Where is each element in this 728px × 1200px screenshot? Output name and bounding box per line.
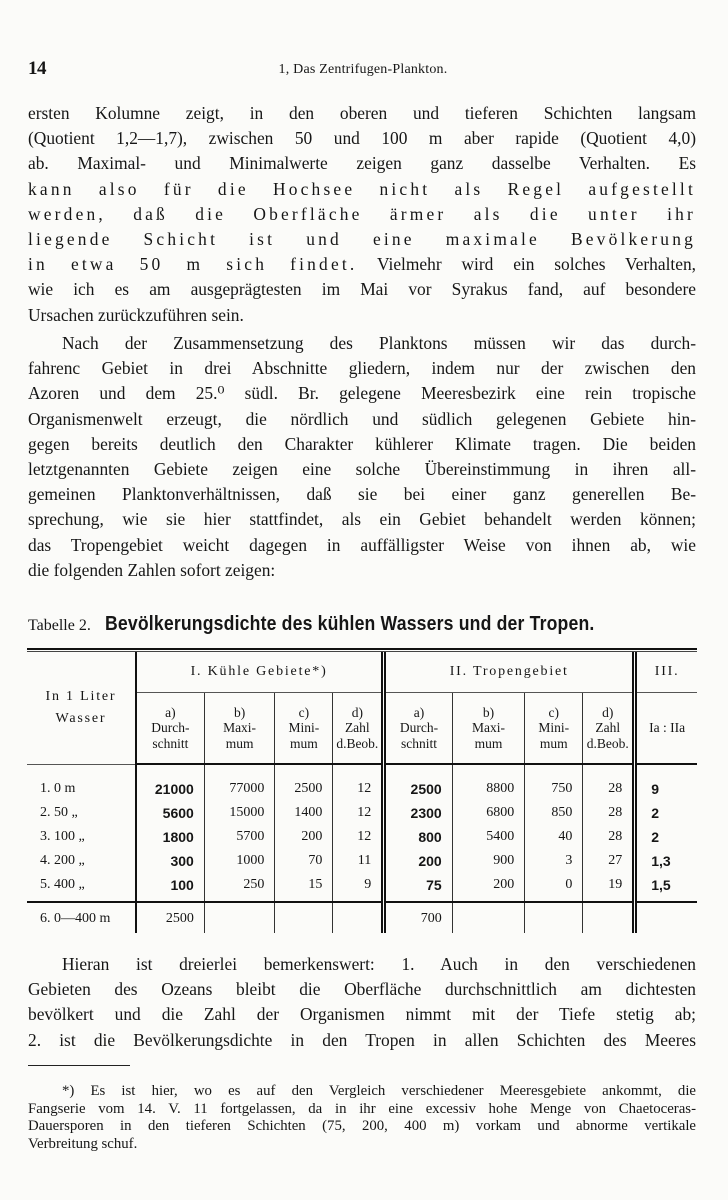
cool-maximum-cell: 15000 (204, 801, 275, 825)
depth-cell: 4. 200 „ (40, 853, 85, 868)
ratio-cell: 2 (635, 825, 697, 849)
total-tropics-minimum-cell (525, 902, 583, 933)
text-line: letztgenannten Gebiete zeigen eine solche Übereinstimmung in ihren all- (28, 459, 696, 480)
cool-maximum-cell: 5700 (204, 825, 275, 849)
tropics-average-cell: 2500 (384, 764, 452, 801)
cool-maximum-cell: 77000 (204, 764, 275, 801)
depth-cell: 3. 100 „ (40, 829, 85, 844)
running-head (28, 58, 698, 82)
tropics-maximum-cell: 200 (452, 873, 525, 902)
paragraph-1 (28, 101, 696, 328)
subheader-tropics-max: b) Maxi- mum (452, 693, 525, 765)
text-line: ersten Kolumne zeigt, in den oberen und tieferen Schichten langsam (28, 103, 696, 123)
footnote (28, 1083, 696, 1153)
total-tropics-maximum-cell (452, 902, 525, 933)
tropics-observations-cell: 28 (583, 825, 635, 849)
tropics-minimum-cell: 850 (525, 801, 583, 825)
subheader-cool-max: b) Maxi- mum (204, 693, 275, 765)
cool-observations-cell: 12 (333, 825, 384, 849)
emphasized-text: in etwa 50 m sich findet. (28, 254, 358, 275)
subheader-cool-min: c) Mini- mum (275, 693, 333, 765)
total-depth-cell: 6. 0—400 m (27, 902, 136, 933)
subheader-cool-avg: a) Durch- schnitt (136, 693, 204, 765)
cool-minimum-cell: 15 (275, 873, 333, 902)
text-line: die folgenden Zahlen sofort zeigen: (28, 559, 276, 580)
text-line: wie ich es am ausgeprägtesten im Mai vor Syrakus fand, auf besondere (28, 279, 696, 300)
footnote-separator (28, 1065, 130, 1066)
subheader-tropics-avg: a) Durch- schnitt (384, 693, 452, 765)
text-line: Hieran ist dreierlei bemerkenswert: 1. Auch in den verschiedenen (62, 954, 696, 974)
paragraph-2 (28, 331, 696, 583)
subheader-cool-count: d) Zahl d.Beob. (333, 693, 384, 765)
text-line (28, 252, 696, 277)
text-line: (Quotient 1,2—1,7), zwischen 50 und 100 m aber rapide (Quotient 4,0) (28, 128, 696, 149)
tropics-maximum-cell: 8800 (452, 764, 525, 801)
text-line: sprechung, wie sie hier stattfindet, als ein Gebiet behandelt werden können; (28, 509, 696, 530)
tropics-observations-cell: 28 (583, 764, 635, 801)
text-line: Ursachen zurückzuführen sein. (28, 304, 244, 325)
text-line: gemeinen Planktonverhältnissen, daß sie bei einer ganz generellen Be- (28, 484, 696, 505)
cool-minimum-cell: 200 (275, 825, 333, 849)
tropics-minimum-cell: 750 (525, 764, 583, 801)
text-line: Gebieten des Ozeans bleibt die Oberfläche durchschnittlich am dichtesten (28, 979, 696, 1000)
cool-observations-cell: 9 (333, 873, 384, 902)
text-line: 2. ist die Bevölkerungsdichte in den Tropen in allen Schichten des Meeres (28, 1029, 696, 1050)
table-body (27, 764, 697, 933)
ratio-cell: 1,5 (635, 873, 697, 902)
total-tropics-average-cell: 700 (384, 902, 452, 933)
text-line: fahrenc Gebiet in drei Abschnitte gliedern, indem nur der zwischen den (28, 358, 696, 379)
ratio-cell: 9 (635, 764, 697, 801)
group-header-tropics: II. Tropengebiet (384, 652, 635, 693)
total-cool-minimum-cell (275, 902, 333, 933)
text-line: ab. Maximal- und Minimalwerte zeigen ganz dasselbe Verhalten. Es (28, 153, 696, 174)
tropics-maximum-cell: 900 (452, 849, 525, 873)
table-total-row (27, 902, 697, 933)
tropics-maximum-cell: 5400 (452, 825, 525, 849)
tropics-observations-cell: 19 (583, 873, 635, 902)
table-caption (28, 612, 696, 636)
subheader-tropics-count: d) Zahl d.Beob. (583, 693, 635, 765)
population-density-table (27, 652, 697, 933)
ratio-cell: 1,3 (635, 849, 697, 873)
text-line: bevölkert und die Zahl der Organismen nimmt mit der Tiefe stetig ab; (28, 1004, 696, 1025)
depth-cell: 2. 50 „ (40, 805, 78, 820)
subheader-ratio: Ia : IIa (635, 693, 697, 765)
text-line: Organismenwelt erzeugt, die nördlich und südlich gelegenen Gebiete hin- (28, 408, 696, 429)
tropics-average-cell: 75 (384, 873, 452, 902)
tropics-minimum-cell: 40 (525, 825, 583, 849)
cool-average-cell: 21000 (136, 764, 204, 801)
text-line: Azoren und dem 25.⁰ südl. Br. gelegene Meeresbezirk eine rein tropische (28, 383, 696, 404)
footnote-line: Fangserie vom 14. V. 11 fortgelassen, da in ihr eine excessiv hohe Menge von Chaetoceras- (28, 1100, 696, 1117)
table-label: Tabelle 2. (28, 617, 91, 634)
text-line: das Tropengebiet weicht dagegen in auffälligster Weise von ihnen ab, wie (28, 534, 696, 555)
tropics-minimum-cell: 0 (525, 873, 583, 902)
paragraph-3 (28, 952, 696, 1053)
tropics-minimum-cell: 3 (525, 849, 583, 873)
group-header-ratio: III. (635, 652, 697, 693)
text-fragment: Vielmehr wird ein solches Verhalten, (357, 254, 696, 275)
total-cool-average-cell: 2500 (136, 902, 204, 933)
cool-observations-cell: 11 (333, 849, 384, 873)
row-header-label: In 1 Liter Wasser (27, 652, 136, 764)
subheader-tropics-min: c) Mini- mum (525, 693, 583, 765)
cool-minimum-cell: 1400 (275, 801, 333, 825)
text-line: Nach der Zusammensetzung des Planktons müssen wir das durch- (62, 333, 696, 353)
text-line-spaced: liegende Schicht ist und eine maximale Bevölkerung (28, 229, 696, 250)
tropics-observations-cell: 28 (583, 801, 635, 825)
text-line-spaced: kann also für die Hochsee nicht als Regel aufgestellt (28, 178, 696, 199)
footnote-line: *) Es ist hier, wo es auf den Vergleich verschiedener Meeresgebiete ankommt, die (62, 1083, 696, 1099)
cool-minimum-cell: 70 (275, 849, 333, 873)
table-row (27, 849, 697, 873)
cool-average-cell: 5600 (136, 801, 204, 825)
cool-average-cell: 1800 (136, 825, 204, 849)
table-row (27, 873, 697, 902)
cool-minimum-cell: 2500 (275, 764, 333, 801)
table-row (27, 801, 697, 825)
group-header-cool: I. Kühle Gebiete*) (136, 652, 384, 693)
table-row (27, 825, 697, 849)
tropics-average-cell: 2300 (384, 801, 452, 825)
total-ratio-cell (635, 902, 697, 933)
text-line: gegen bereits deutlich den Charakter kühlerer Klimate tragen. Die beiden (28, 433, 696, 454)
footnote-line: Dauersporen in den tieferen Schichten (75, 200, 400 m) vorkam und abnorme vertikale (28, 1118, 696, 1134)
tropics-average-cell: 800 (384, 825, 452, 849)
table-group-header-row (27, 652, 697, 693)
cool-observations-cell: 12 (333, 764, 384, 801)
table-title: Bevölkerungsdichte des kühlen Wassers und der Tropen. (104, 612, 595, 635)
page-number: 14 (28, 58, 46, 79)
total-cool-observations-cell (333, 902, 384, 933)
cool-observations-cell: 12 (333, 801, 384, 825)
cool-maximum-cell: 1000 (204, 849, 275, 873)
table-row (27, 764, 697, 801)
cool-average-cell: 300 (136, 849, 204, 873)
depth-cell: 5. 400 „ (40, 877, 85, 892)
total-tropics-observations-cell (583, 902, 635, 933)
footnote-line: Verbreitung schuf. (28, 1135, 138, 1152)
cool-average-cell: 100 (136, 873, 204, 902)
running-title: 1, Das Zentrifugen-Plankton. (278, 62, 448, 77)
ratio-cell: 2 (635, 801, 697, 825)
cool-maximum-cell: 250 (204, 873, 275, 902)
tropics-observations-cell: 27 (583, 849, 635, 873)
tropics-average-cell: 200 (384, 849, 452, 873)
depth-cell: 1. 0 m (40, 780, 76, 796)
total-cool-maximum-cell (204, 902, 275, 933)
text-line-spaced: werden, daß die Oberfläche ärmer als die unter ihr (28, 203, 696, 224)
tropics-maximum-cell: 6800 (452, 801, 525, 825)
